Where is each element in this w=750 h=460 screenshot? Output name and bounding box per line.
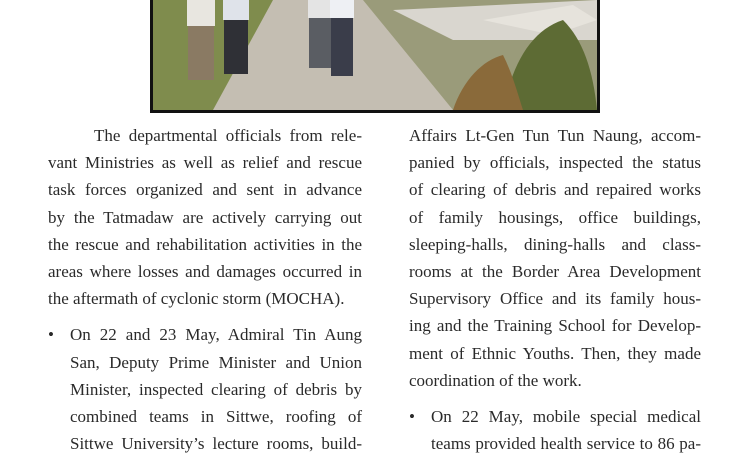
text-line: task forces organized and sent in advance bbox=[48, 180, 362, 200]
text-line: ing and the Training School for Develop- bbox=[409, 316, 701, 336]
bullet-marker: • bbox=[48, 325, 54, 345]
text-line: of family housings, office buildings, bbox=[409, 207, 701, 227]
right-column bbox=[409, 122, 701, 457]
left-column bbox=[48, 122, 362, 457]
intro-paragraph bbox=[48, 122, 362, 312]
text-line: San, Deputy Prime Minister and Union bbox=[70, 352, 362, 372]
text-line: by the Tatmadaw are actively carrying out bbox=[48, 207, 362, 227]
text-line: rooms at the Border Area Development bbox=[409, 262, 701, 282]
text-line: the rescue and rehabilitation activities in the bbox=[48, 234, 362, 254]
text-line: areas where losses and damages occurred in bbox=[48, 262, 362, 282]
text-line: On 22 and 23 May, Admiral Tin Aung bbox=[70, 325, 362, 345]
bullet-marker: • bbox=[409, 407, 415, 427]
text-line: On 22 May, mobile special medical bbox=[431, 407, 701, 427]
bullet-item bbox=[48, 321, 362, 457]
text-line: Affairs Lt-Gen Tun Tun Naung, accom- bbox=[409, 126, 701, 145]
continued-paragraph bbox=[409, 122, 701, 394]
text-line: vant Ministries as well as relief and rescue bbox=[48, 153, 362, 173]
text-line: teams provided health service to 86 pa- bbox=[431, 434, 701, 454]
text-line: the aftermath of cyclonic storm (MOCHA). bbox=[48, 289, 345, 309]
photo-scene bbox=[153, 0, 597, 110]
text-line: ment of Ethnic Youths. Then, they made bbox=[409, 343, 701, 363]
text-line: The departmental officials from rele- bbox=[94, 126, 362, 145]
text-line: Supervisory Office and its family hous- bbox=[409, 289, 701, 309]
text-line: of clearing of debris and repaired works bbox=[409, 180, 701, 200]
text-line: Minister, inspected clearing of debris by bbox=[70, 379, 362, 399]
text-line: Sittwe University’s lecture rooms, build- bbox=[70, 434, 362, 454]
news-photo bbox=[150, 0, 600, 113]
bullet-item bbox=[409, 403, 701, 457]
text-line: combined teams in Sittwe, roofing of bbox=[70, 407, 362, 427]
text-line: coordination of the work. bbox=[409, 370, 582, 390]
text-line: panied by officials, inspected the status bbox=[409, 153, 701, 173]
text-line: sleeping-halls, dining-halls and class- bbox=[409, 234, 701, 254]
